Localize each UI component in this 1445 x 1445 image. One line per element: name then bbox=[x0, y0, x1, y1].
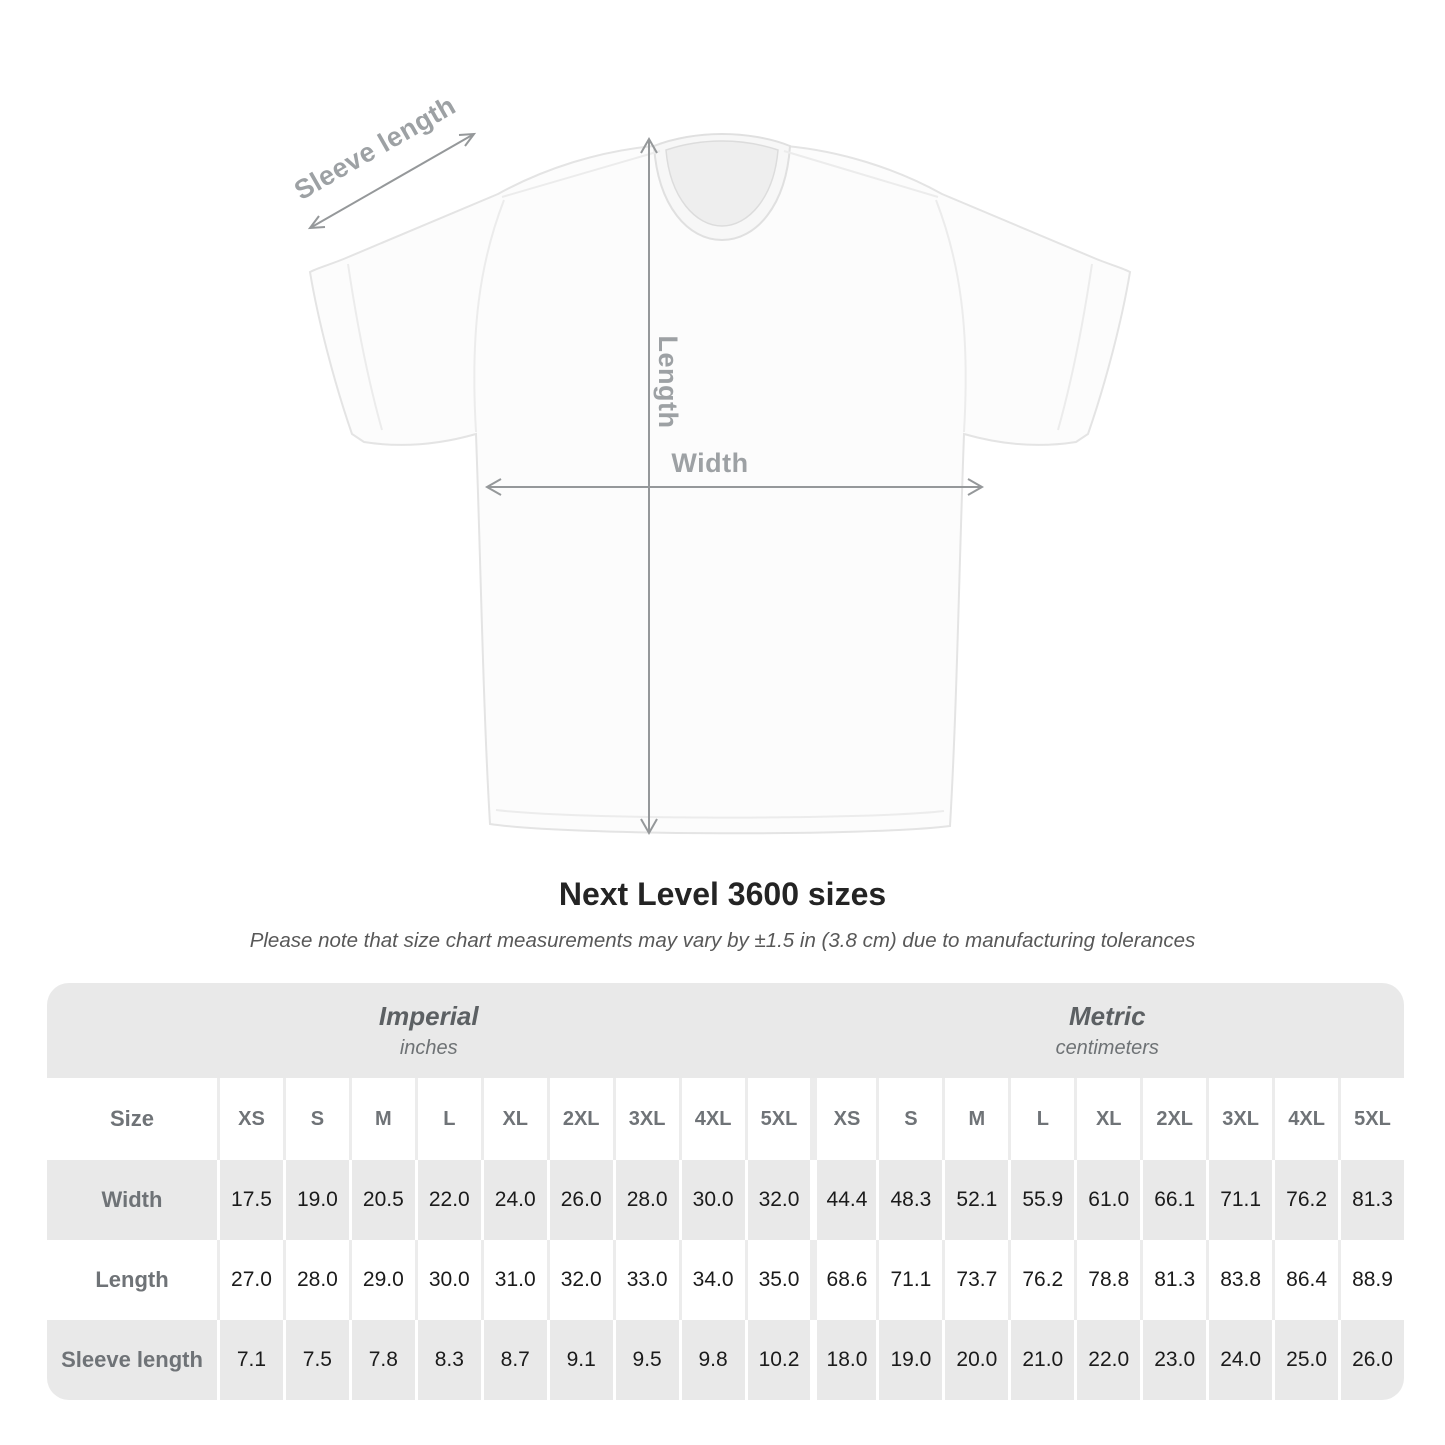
value-cell: 21.0 bbox=[1008, 1320, 1074, 1400]
value-cell: 24.0 bbox=[481, 1160, 547, 1240]
value-cell: 88.9 bbox=[1338, 1240, 1404, 1320]
size-column-header: 5XL bbox=[1338, 1078, 1404, 1160]
value-cell: 35.0 bbox=[745, 1240, 811, 1320]
value-cell: 48.3 bbox=[876, 1160, 942, 1240]
value-cell: 78.8 bbox=[1074, 1240, 1140, 1320]
table-row-width bbox=[47, 1160, 1404, 1240]
value-cell: 52.1 bbox=[942, 1160, 1008, 1240]
unit-header-band bbox=[47, 983, 1404, 1078]
metric-unit-label: centimeters bbox=[1055, 1037, 1159, 1059]
size-column-header: XS bbox=[217, 1078, 283, 1160]
value-cell: 9.8 bbox=[679, 1320, 745, 1400]
value-cell: 22.0 bbox=[1074, 1320, 1140, 1400]
imperial-label: Imperial bbox=[378, 1001, 479, 1031]
value-cell: 81.3 bbox=[1140, 1240, 1206, 1320]
value-cell: 19.0 bbox=[283, 1160, 349, 1240]
value-cell: 20.0 bbox=[942, 1320, 1008, 1400]
size-column-header: 4XL bbox=[679, 1078, 745, 1160]
page-subtitle: Please note that size chart measurements may vary by ±1.5 in (3.8 cm) due to manufacturing tolerances bbox=[249, 929, 1196, 952]
row-label: Sleeve length bbox=[61, 1347, 203, 1372]
value-cell: 10.2 bbox=[745, 1320, 811, 1400]
value-cell: 9.1 bbox=[547, 1320, 613, 1400]
size-column-header: L bbox=[415, 1078, 481, 1160]
value-cell: 22.0 bbox=[415, 1160, 481, 1240]
value-cell: 9.5 bbox=[613, 1320, 679, 1400]
value-cell: 71.1 bbox=[1206, 1160, 1272, 1240]
size-column-header: S bbox=[876, 1078, 942, 1160]
imperial-unit-label: inches bbox=[399, 1037, 458, 1059]
size-column-header: XS bbox=[810, 1078, 876, 1160]
size-column-header: S bbox=[283, 1078, 349, 1160]
size-header-row bbox=[47, 1078, 1404, 1160]
value-cell: 44.4 bbox=[810, 1160, 876, 1240]
value-cell: 24.0 bbox=[1206, 1320, 1272, 1400]
value-cell: 28.0 bbox=[613, 1160, 679, 1240]
value-cell: 17.5 bbox=[217, 1160, 283, 1240]
value-cell: 33.0 bbox=[613, 1240, 679, 1320]
size-column-header: 3XL bbox=[613, 1078, 679, 1160]
value-cell: 23.0 bbox=[1140, 1320, 1206, 1400]
table-row-sleeve-length bbox=[47, 1320, 1404, 1400]
metric-section-header bbox=[811, 983, 1405, 1078]
value-cell: 73.7 bbox=[942, 1240, 1008, 1320]
value-cell: 32.0 bbox=[745, 1160, 811, 1240]
value-cell: 7.5 bbox=[283, 1320, 349, 1400]
size-row-label: Size bbox=[109, 1106, 155, 1131]
value-cell: 81.3 bbox=[1338, 1160, 1404, 1240]
value-cell: 20.5 bbox=[349, 1160, 415, 1240]
row-label: Length bbox=[95, 1267, 169, 1292]
value-cell: 8.3 bbox=[415, 1320, 481, 1400]
value-cell: 28.0 bbox=[283, 1240, 349, 1320]
size-column-header: 3XL bbox=[1206, 1078, 1272, 1160]
value-cell: 66.1 bbox=[1140, 1160, 1206, 1240]
size-column-header: 2XL bbox=[547, 1078, 613, 1160]
value-cell: 76.2 bbox=[1272, 1160, 1338, 1240]
size-table bbox=[47, 983, 1404, 1400]
value-cell: 18.0 bbox=[810, 1320, 876, 1400]
value-cell: 68.6 bbox=[810, 1240, 876, 1320]
value-cell: 32.0 bbox=[547, 1240, 613, 1320]
size-column-header: M bbox=[349, 1078, 415, 1160]
length-label: Length bbox=[653, 335, 683, 429]
value-cell: 27.0 bbox=[217, 1240, 283, 1320]
value-cell: 19.0 bbox=[876, 1320, 942, 1400]
value-cell: 34.0 bbox=[679, 1240, 745, 1320]
size-column-header: M bbox=[942, 1078, 1008, 1160]
value-cell: 61.0 bbox=[1074, 1160, 1140, 1240]
value-cell: 26.0 bbox=[1338, 1320, 1404, 1400]
width-label: Width bbox=[671, 448, 749, 478]
value-cell: 86.4 bbox=[1272, 1240, 1338, 1320]
value-cell: 71.1 bbox=[876, 1240, 942, 1320]
size-column-header: 2XL bbox=[1140, 1078, 1206, 1160]
value-cell: 25.0 bbox=[1272, 1320, 1338, 1400]
imperial-section-header bbox=[47, 983, 811, 1078]
size-column-header: XL bbox=[1074, 1078, 1140, 1160]
sleeve-length-label: Sleeve length bbox=[289, 90, 461, 206]
row-label: Width bbox=[101, 1187, 163, 1212]
value-cell: 7.1 bbox=[217, 1320, 283, 1400]
metric-label: Metric bbox=[1068, 1001, 1146, 1031]
value-cell: 29.0 bbox=[349, 1240, 415, 1320]
value-cell: 76.2 bbox=[1008, 1240, 1074, 1320]
value-cell: 7.8 bbox=[349, 1320, 415, 1400]
value-cell: 31.0 bbox=[481, 1240, 547, 1320]
table-row-length bbox=[47, 1240, 1404, 1320]
value-cell: 30.0 bbox=[679, 1160, 745, 1240]
size-column-header: 5XL bbox=[745, 1078, 811, 1160]
value-cell: 8.7 bbox=[481, 1320, 547, 1400]
value-cell: 83.8 bbox=[1206, 1240, 1272, 1320]
value-cell: 55.9 bbox=[1008, 1160, 1074, 1240]
size-column-header: 4XL bbox=[1272, 1078, 1338, 1160]
value-cell: 26.0 bbox=[547, 1160, 613, 1240]
size-column-header: XL bbox=[481, 1078, 547, 1160]
page-title: Next Level 3600 sizes bbox=[558, 876, 887, 912]
value-cell: 30.0 bbox=[415, 1240, 481, 1320]
size-column-header: L bbox=[1008, 1078, 1074, 1160]
